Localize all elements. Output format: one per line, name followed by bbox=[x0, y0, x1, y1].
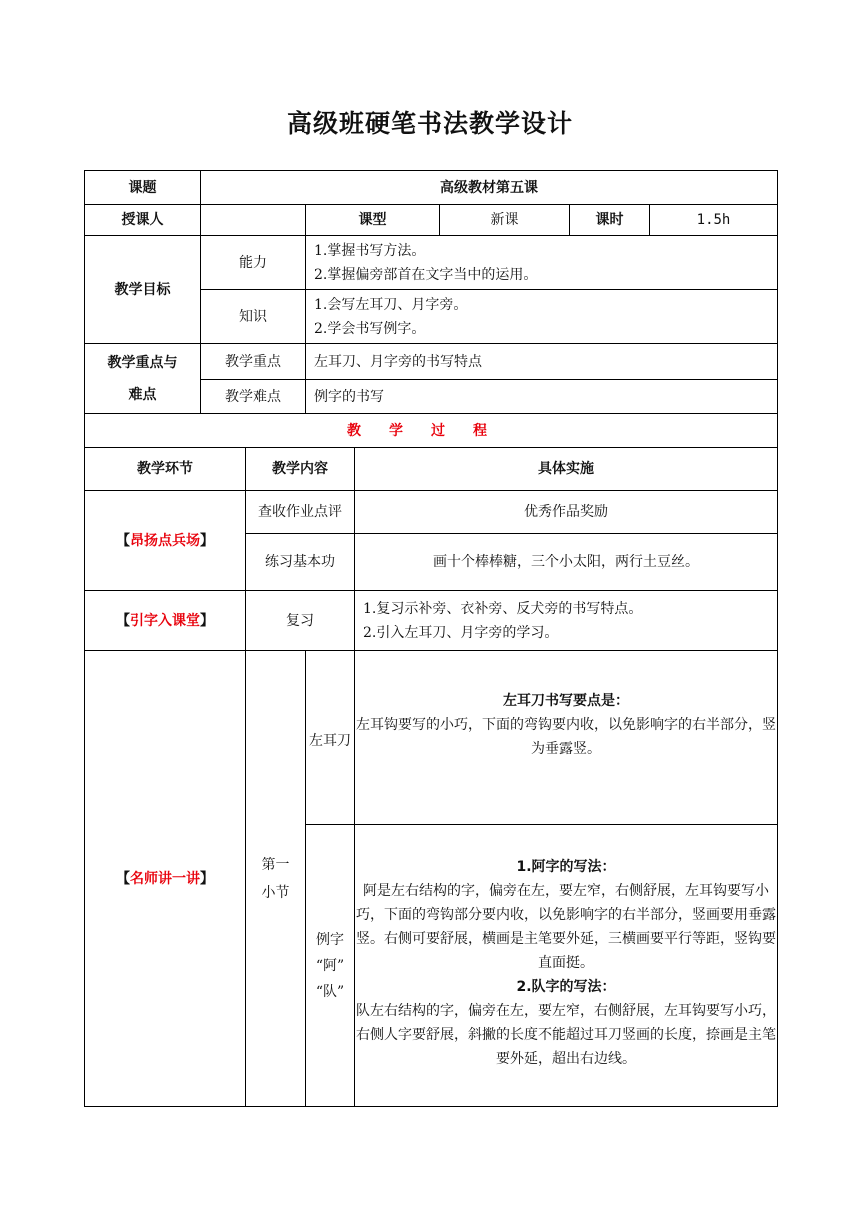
stage3-impl-a-body: 左耳钩要写的小巧，下面的弯钩要内收，以免影响字的右半部分，竖为垂露竖。 bbox=[356, 717, 776, 757]
col-stage-header: 教学环节 bbox=[85, 448, 246, 491]
teacher-label: 授课人 bbox=[85, 205, 201, 236]
col-content-header: 教学内容 bbox=[246, 448, 355, 491]
stage1-impl: 优秀作品奖励 bbox=[355, 491, 778, 534]
stage3-content-b bbox=[306, 825, 355, 1107]
stage1-content: 练习基本功 bbox=[246, 534, 355, 591]
ability-item: 2.掌握偏旁部首在文字当中的运用。 bbox=[314, 266, 538, 283]
stage3-name: 名师讲一讲 bbox=[130, 870, 200, 887]
difficulty-value: 例字的书写 bbox=[306, 380, 778, 414]
stage3-impl-b-body2: 队左右结构的字，偏旁在左，要左窄，右侧舒展，左耳钩要写小巧，右侧人字要舒展，斜撇的长度不能超过耳刀竖画的长度，捺画是主笔要外延，超出右边线。 bbox=[356, 1003, 776, 1067]
key-point-label: 教学重点 bbox=[201, 344, 306, 380]
stage2-bracket-close: 】 bbox=[200, 612, 214, 629]
process-header-row bbox=[85, 448, 778, 491]
stage1-row bbox=[85, 491, 778, 534]
knowledge-items bbox=[306, 290, 778, 344]
goals-label: 教学目标 bbox=[85, 236, 201, 344]
stage3-row bbox=[85, 651, 778, 825]
stage3-content-a: 左耳刀 bbox=[306, 651, 355, 825]
ability-item: 1.掌握书写方法。 bbox=[314, 242, 426, 259]
stage3-section bbox=[246, 651, 306, 1107]
focus-label bbox=[85, 344, 201, 414]
stage3-content-b-line1: 例字 bbox=[316, 931, 344, 948]
stage2-impl bbox=[355, 591, 778, 651]
col-implementation-header: 具体实施 bbox=[355, 448, 778, 491]
ability-items bbox=[306, 236, 778, 290]
topic-value: 高级教材第五课 bbox=[201, 171, 778, 205]
document-title: 高级班硬笔书法教学设计 bbox=[286, 109, 573, 138]
knowledge-item: 1.会写左耳刀、月字旁。 bbox=[314, 296, 468, 313]
stage3-section-line2: 小节 bbox=[261, 884, 290, 901]
stage1-content: 查收作业点评 bbox=[246, 491, 355, 534]
focus-label-line1: 教学重点与 bbox=[107, 354, 178, 371]
stage3-content-b-line3: “队” bbox=[315, 983, 345, 1000]
ability-label: 能力 bbox=[201, 236, 306, 290]
goal-ability-row bbox=[85, 236, 778, 290]
topic-label: 课题 bbox=[85, 171, 201, 205]
lesson-hours-label: 课时 bbox=[570, 205, 650, 236]
stage3-impl-b bbox=[355, 825, 778, 1107]
knowledge-label: 知识 bbox=[201, 290, 306, 344]
stage2-bracket-open: 【 bbox=[116, 612, 130, 629]
key-point-value: 左耳刀、月字旁的书写特点 bbox=[306, 344, 778, 380]
topic-row bbox=[85, 171, 778, 205]
stage2-name: 引字入课堂 bbox=[130, 612, 200, 629]
stage2-impl-item: 1.复习示补旁、衣补旁、反犬旁的书写特点。 bbox=[363, 600, 643, 617]
stage3-content-b-line2: “阿” bbox=[315, 957, 345, 974]
stage3-impl-b-head1: 1.阿字的写法： bbox=[516, 859, 616, 875]
stage3-label bbox=[85, 651, 246, 1107]
lesson-type-label: 课型 bbox=[306, 205, 440, 236]
stage3-bracket-open: 【 bbox=[116, 870, 130, 887]
difficulty-label: 教学难点 bbox=[201, 380, 306, 414]
teacher-value bbox=[201, 205, 306, 236]
stage1-bracket-close: 】 bbox=[200, 532, 214, 549]
stage2-label bbox=[85, 591, 246, 651]
stage1-bracket-open: 【 bbox=[116, 532, 130, 549]
stage1-label bbox=[85, 491, 246, 591]
stage3-section-line1: 第一 bbox=[261, 856, 290, 873]
stage2-impl-item: 2.引入左耳刀、月字旁的学习。 bbox=[363, 624, 559, 641]
teacher-row bbox=[85, 205, 778, 236]
focus-label-line2: 难点 bbox=[128, 386, 157, 403]
stage3-impl-a-head: 左耳刀书写要点是： bbox=[503, 693, 629, 709]
process-title: 教学过程 bbox=[85, 414, 778, 448]
lesson-plan-table bbox=[84, 170, 778, 1107]
knowledge-item: 2.学会书写例字。 bbox=[314, 320, 426, 337]
stage2-content: 复习 bbox=[246, 591, 355, 651]
lesson-hours-value: 1.5h bbox=[650, 205, 778, 236]
stage3-impl-a bbox=[355, 651, 778, 825]
stage1-impl: 画十个棒棒糖，三个小太阳，两行土豆丝。 bbox=[355, 534, 778, 591]
lesson-type-value: 新课 bbox=[440, 205, 570, 236]
stage2-row bbox=[85, 591, 778, 651]
stage3-bracket-close: 】 bbox=[200, 870, 214, 887]
stage3-impl-b-head2: 2.队字的写法： bbox=[516, 979, 616, 995]
process-title-row bbox=[85, 414, 778, 448]
stage3-impl-b-body1: 阿是左右结构的字，偏旁在左，要左窄，右侧舒展，左耳钩要写小巧，下面的弯钩部分要内收，以免影响字的右半部分，竖画要用垂露竖。右侧可要舒展，横画是主笔要外延，三横画要平行等距，竖钩要直面挺。 bbox=[356, 883, 776, 971]
stage1-name: 昂扬点兵场 bbox=[130, 532, 200, 549]
key-point-row bbox=[85, 344, 778, 380]
